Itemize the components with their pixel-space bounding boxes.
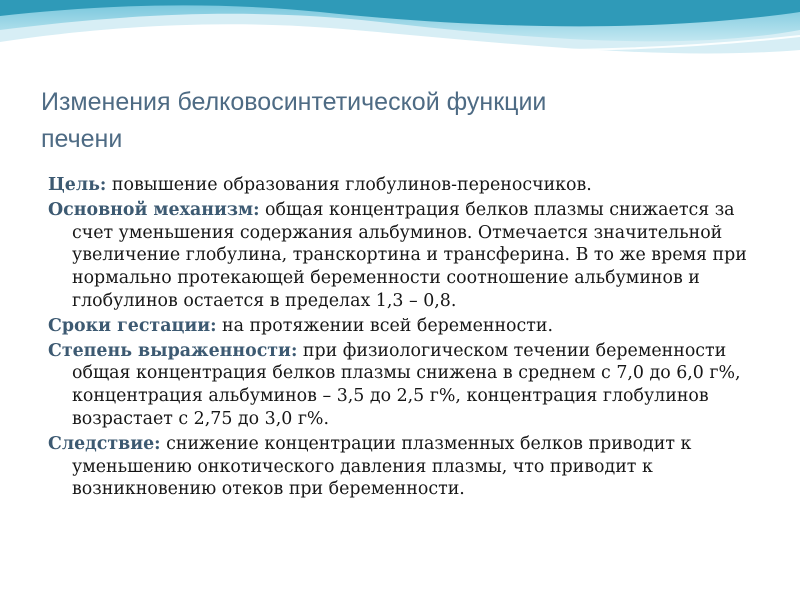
paragraph-severity xyxy=(48,340,758,431)
text-mechanism: общая концентрация белков плазмы снижается за счет уменьшения содержания альбуминов. Отмечается значительной увеличение глобулина, транскортина и трансферина. В то же время при нормально протекающей беременности соотношение альбуминов и глобулинов остается в пределах 1,3 – 0,8. xyxy=(72,199,747,311)
slide-title xyxy=(41,84,741,158)
term-mechanism: Основной механизм: xyxy=(48,199,260,220)
text-severity: при физиологическом течении беременности общая концентрация белков плазмы снижена в среднем с 7,0 до 6,0 г%, концентрация альбуминов – 3,5 до 2,5 г%, концентрация глобулинов возрастает с 2,75 до 3,0 г%. xyxy=(72,340,741,429)
text-consequence: снижение концентрации плазменных белков приводит к уменьшению онкотического давления плазмы, что приводит к возникновению отеков при беременности. xyxy=(72,433,692,500)
term-goal: Цель: xyxy=(48,175,107,195)
slide-body xyxy=(48,174,758,503)
term-severity: Степень выраженности: xyxy=(48,340,298,361)
paragraph-mechanism xyxy=(48,199,758,313)
term-consequence: Следствие: xyxy=(48,433,161,454)
slide-title-line: Изменения белковосинтетической функции xyxy=(41,88,547,116)
decorative-wave-banner xyxy=(0,0,800,75)
slide-title-line: печени xyxy=(41,125,123,153)
text-timing: на протяжении всей беременности. xyxy=(216,315,553,336)
paragraph-goal xyxy=(48,174,758,197)
text-goal: повышение образования глобулинов-переносчиков. xyxy=(106,175,592,195)
paragraph-consequence xyxy=(48,433,758,501)
paragraph-timing xyxy=(48,315,758,338)
term-timing: Сроки гестации: xyxy=(48,315,217,336)
